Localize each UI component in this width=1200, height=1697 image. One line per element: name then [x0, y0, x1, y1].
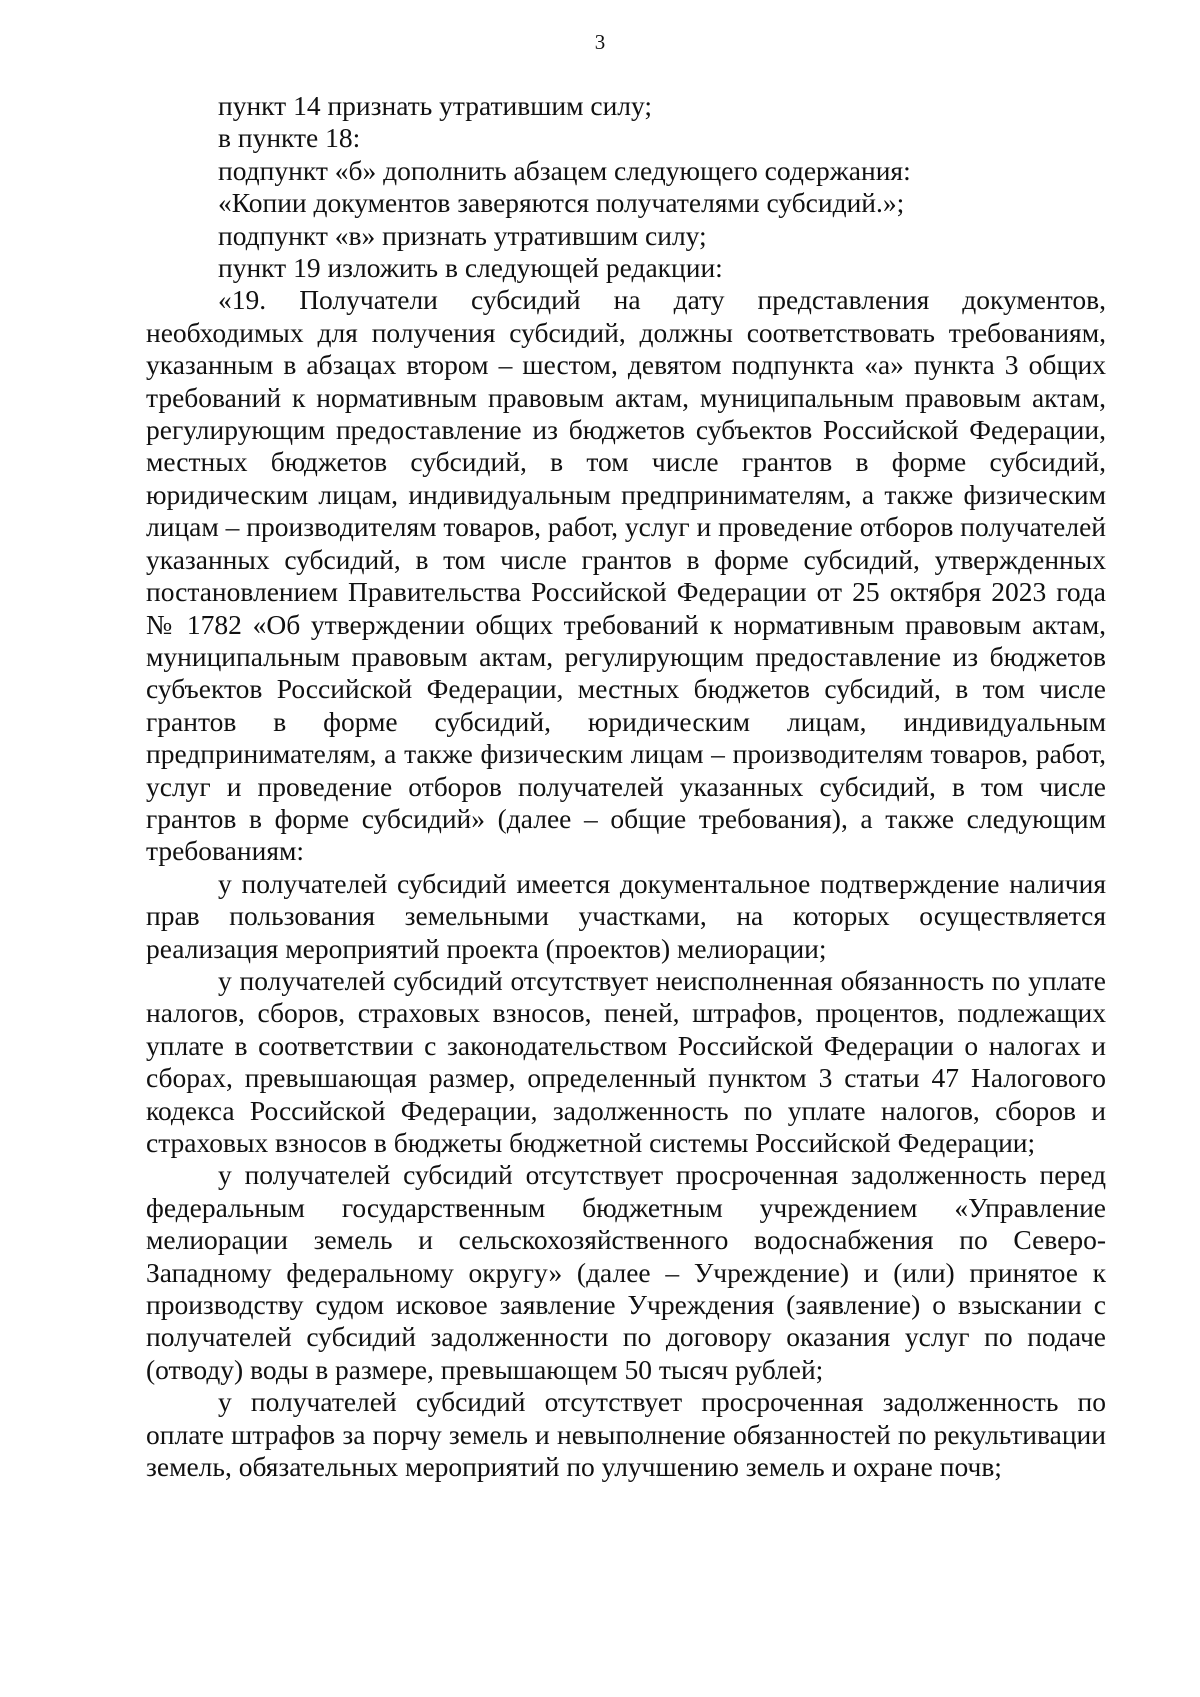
paragraph-land-rights: у получателей субсидий имеется документальное подтверждение наличия прав пользования земельными участками, на которых осуществляется реализация мероприятий проекта (проектов) мелиорации;: [146, 867, 1106, 964]
paragraph-tax-debt: у получателей субсидий отсутствует неисполненная обязанность по уплате налогов, сборов, страховых взносов, пеней, штрафов, процентов, подлежащих уплате в соответствии с законодательством Российской Федерации о налогах и сборах, превышающая размер, определенный пунктом 3 статьи 47 Налогового кодекса Российской Федерации, задолженность по уплате налогов, сборов и страховых взносов в бюджеты бюджетной системы Российской Федерации;: [146, 964, 1106, 1158]
paragraph-subitem-b: подпункт «б» дополнить абзацем следующего содержания:: [218, 154, 911, 186]
paragraph-requirements: «19. Получатели субсидий на дату представления документов, необходимых для получения субсидий, должны соответствовать требованиям, указанным в абзацах втором – шестом, девятом подпункта «а» пункта 3 общих требований к нормативным правовым актам, муниципальным правовым актам, регулирующим предоставление из бюджетов субъектов Российской Федерации, местных бюджетов субсидий, в том числе грантов в форме субсидий, юридическим лицам, индивидуальным предпринимателям, а также физическим лицам – производителям товаров, работ, услуг и проведение отборов получателей указанных субсидий, в том числе грантов в форме субсидий, утвержденных постановлением Правительства Российской Федерации от 25 октября 2023 года № 1782 «Об утверждении общих требований к нормативным правовым актам, муниципальным правовым актам, регулирующим предоставление из бюджетов субъектов Российской Федерации, местных бюджетов субсидий, в том числе грантов в форме субсидий, юридическим лицам, индивидуальным предпринимателям, а также физическим лицам – производителям товаров, работ, услуг и проведение отборов получателей указанных субсидий, в том числе грантов в форме субсидий» (далее – общие требования), а также следующим требованиям:: [146, 284, 1106, 867]
paragraph-copies: «Копии документов заверяются получателями субсидий.»;: [218, 187, 905, 219]
paragraph-item-18: в пункте 18:: [218, 122, 361, 154]
document-body: [146, 90, 1106, 1483]
paragraph-item-14: пункт 14 признать утратившим силу;: [218, 90, 653, 121]
paragraph-fines-debt: у получателей субсидий отсутствует просроченная задолженность по оплате штрафов за порчу земель и невыполнение обязанностей по рекультивации земель, обязательных мероприятий по улучшению земель и охране почв;: [146, 1386, 1106, 1483]
paragraph-item-19: пункт 19 изложить в следующей редакции:: [218, 252, 723, 284]
page-number: 3: [594, 30, 606, 54]
paragraph-institution-debt: у получателей субсидий отсутствует просроченная задолженность перед федеральным государственным бюджетным учреждением «Управление мелиорации земель и сельскохозяйственного водоснабжения по Северо-Западному федеральному округу» (далее – Учреждение) и (или) принятое к производству судом исковое заявление Учреждения (заявление) о взыскании с получателей субсидий задолженности по договору оказания услуг по подаче (отводу) воды в размере, превышающем 50 тысяч рублей;: [146, 1159, 1106, 1385]
paragraph-subitem-v: подпункт «в» признать утратившим силу;: [218, 219, 707, 251]
